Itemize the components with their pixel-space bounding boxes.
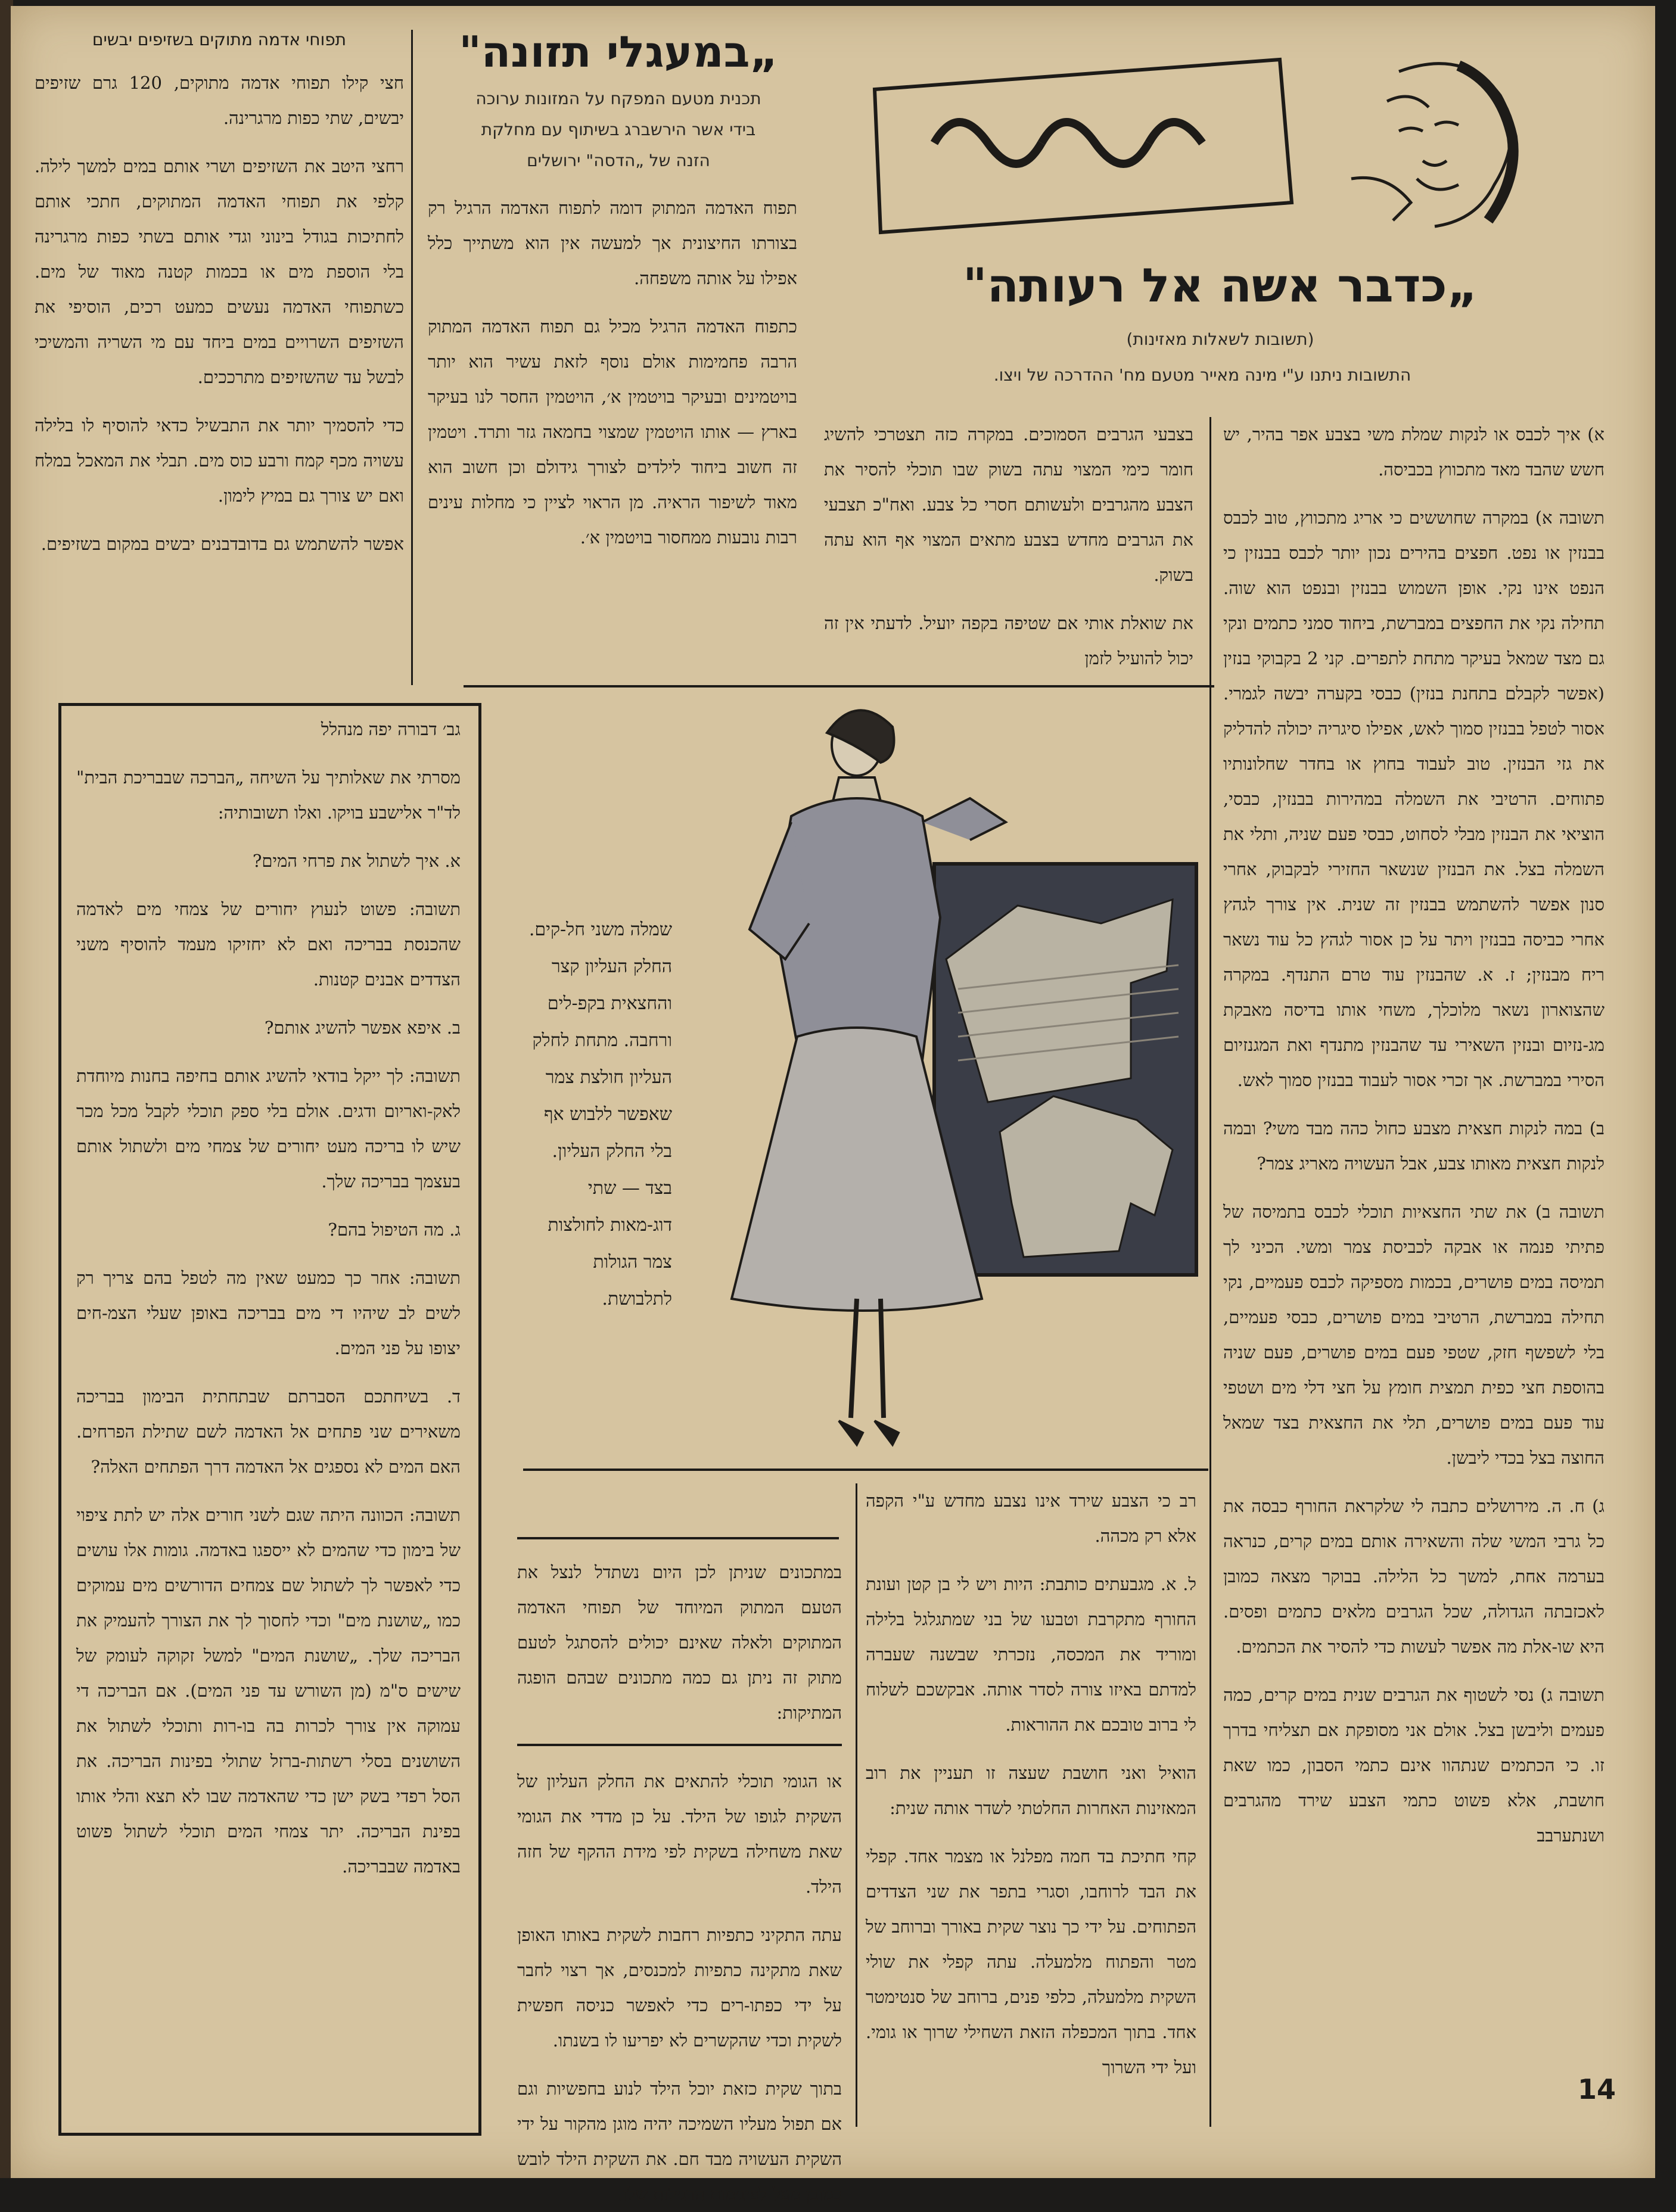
corner-main-title: „כדבר אשה אל רעותה" xyxy=(963,259,1478,313)
right-paragraph: תשובה ב) את שתי החצאיות תוכלי לכבס בתמיסה של פתיתי פנמה או אבקה לכביסת צמר ומשי. הכיני לך תמיסה במים פושרים, בכמות מספיקה לכבס פעמיים, נקי תחילה במברשת, הרטיבי במים פושרים, כבסי פעמיים, בלי לשפשף חזק, שטפי פעם במים פושרים, פעם שניה בהוספת חצי כפית תמצית חומץ על חצי דלי מים ושטפי עוד פעם במים פושרים, תלי את החצאית בצד שמאל החוצה בצל בכדי ליבשן. xyxy=(1223,1202,1605,1468)
bottom-mid-paragraph: ל. א. מגבעתים כותבת: היות ויש לי בן קטן ועונת החורף מתקרבת וטבעו של בני שמתגלגל בלילה ומוריד את המכסה, נזכרתי שבשנה שעברה למדתם באיזו צורה לסדר אותה. אבקשכם לשלוח לי ברוב טובכם את ההוראות. xyxy=(866,1574,1196,1735)
column-rule xyxy=(411,30,413,685)
middle-paragraph: בצבעי הגרבים הסמוכים. במקרה כזה תצטרכי להשיג חומר כימי המצוי עתה בשוק שבו תוכלי להסיר את הצבע מהגרבים ולעשותם חסרי כל צבע. ואח"כ תצבעי את הגרבים מחדש בצבע מתאים המצוי אף הוא עתה בשוק. xyxy=(824,424,1193,585)
garden-intro: מסרתי את שאלותיך על השיחה „הברכה שבבריכת הבית" לד"ר אלישבע בויקו. ואלו תשובותיה: xyxy=(76,767,461,823)
fashion-caption: שמלה משני חל-קים. החלק העליון קצר והחצאית בקפ-לים ורחבה. מתחת לחלק העליון חולצת צמר שאפשר ללבוש אף בלי החלק העליון. בצד — שתי דוג-מאות לחולצות צמר הגולות לתלבושת. xyxy=(528,919,672,1309)
far-left-paragraph: אפשר להשתמש גם בדובדבנים יבשים במקום בשזיפים. xyxy=(41,534,404,554)
far-left-title: תפוחי אדמה מתוקים בשזיפים יבשים xyxy=(92,30,347,49)
middle-top-column xyxy=(824,417,1193,679)
right-paragraph: תשובה ג) נסי לשטוף את הגרבים שנית במים קרים, כמה פעמים וליבשן בצל. אולם אני מסופקת אם תצליחי בדרך זו. כי הכתמים שנתהוו אינם כתמי הסבון, כמו שאת חושבת, אלא פשוט כתמי הצבע שירד מהגרבים ושנתערבב xyxy=(1223,1685,1605,1846)
bottom-mid-paragraph: רב כי הצבע שירד אינו נצבע מחדש ע"י הקפה אלא רק מכהה. xyxy=(866,1491,1196,1546)
right-paragraph: א) איך לכבס או לנקות שמלת משי בצבע אפר בהיר, יש חשש שהבד מאד מתכווץ בכביסה. xyxy=(1223,424,1605,480)
bottom-mid-paragraph: קחי חתיכת בד חמה מפלנל או מצמר אחד. קפלי את הבד לרוחבו, וסגרי בתפר את שני הצדדים הפתוחים. על ידי כך נוצר שקית באורך וברוחב של מטר והפתוח מלמעלה. עתה קפלי את שולי השקית מלמעלה, כלפי פנים, ברוחב של סנטימטר אחד. בתוך המכפלה הזאת השחילי שרוך או גומי. ועל ידי השרוך xyxy=(866,1846,1196,2077)
recipe-column xyxy=(428,191,797,679)
garden-answer: תשובה: הכוונה היתה שגם לשני חורים אלה יש לתת ציפוי של בימון כדי שהמים לא ייספגו באדמה. גומות אלו עושים כדי לאפשר לך לשתול שם צמחים הדורשים מים עמוקים כמו „שושנת מים" וכדי לחסוך לך את הצורך להעמיק את הבריכה שלך. „שושנת המים" למשל זקוקה לעומק של שישים ס"מ (מן השורש עד פני המים). אם הבריכה די עמוקה אין צורך לכרות בה בו-רות ותוכלי לשתול את השושנים בסלי רשתות-ברזל שתולי בפינות הבריכה. את הסל רפדי בשק ישן כדי שהאדמה שבו לא תצא והלי אותו בפינת הבריכה. יתר צמחי המים תוכלי לשתול פשוט באדמה שבבריכה. xyxy=(76,1505,461,1877)
garden-question: ד. בשיחתכם הסברתם שבתחתית הבימון בבריכה משאירים שני פתחים אל האדמה לשם שתילת הפרחים. האם המים לא נספגים אל האדמה דרך הפתחים האלה? xyxy=(76,1386,461,1477)
fashion-drawing xyxy=(678,703,1202,1460)
recipe-title: „במעגלי תזונה" xyxy=(459,27,778,77)
far-left-paragraph: רחצי היטב את השזיפים ושרי אותם במים למשך לילה. קלפי את תפוחי האדמה המתוקים, חתכי אותם לחתיכות בגודל בינוני וגדי אותם בשתי כפות מרגרינה בלי הוספת מים או בכמות קטנה מאוד של מים. כשתפוחי האדמה נעשים כמעט רכים, הוסיפי את השזיפים השרויים במים ביחד עם מי השריה והמשיכי לבשל עד שהשזיפים מתרככים. xyxy=(35,156,404,387)
section-rule xyxy=(517,1537,839,1539)
bottom-mid2-paragraph: בתוך שקית כזאת יוכל הילד לנוע בחפשיות וגם אם תפול מעליו השמיכה יהיה מוגן מהקור על ידי השקית העשויה מבד חם. את השקית הילד לובש כמובן מעל לפיג׳מות הרגילות שלו. xyxy=(517,2079,842,2204)
right-paragraph: ב) במה לנקות חצאית מצבע כחול כהה מבד משי? ובמה לנקות חצאית מאותו צבע, אבל העשויה מאריג צמר? xyxy=(1223,1118,1605,1174)
corner-title xyxy=(916,107,1250,166)
far-left-paragraph: כדי להסמיך יותר את התבשיל כדאי להוסיף לו בלילה עשויה מכף קמח ורבע כוס מים. תבלי את המאכל במלח ואם יש צורך גם במיץ לימון. xyxy=(35,415,404,506)
corner-credit: התשובות ניתנו ע"י מינה מאייר מטעם מח' ההדרכה של ויצו. xyxy=(993,365,1411,385)
bottom-mid2-paragraph: או הגומי תוכלי להתאים את החלק העליון של השקית לגופו של הילד. על כן מדדי את הגומי שאת משחילה בשקית לפי מידת ההקף של חזה הילד. xyxy=(517,1771,842,1897)
garden-question: א. איך לשתול את פרחי המים? xyxy=(252,851,461,871)
right-column xyxy=(1223,417,1605,2127)
page-number: 14 xyxy=(1578,2073,1616,2105)
garden-answer: תשובה: אחר כך כמעט שאין מה לטפל בהם צריך רק לשים לב שיהיו די מים בבריכה באופן שעלי הצמ-חים יצופו על פני המים. xyxy=(76,1268,461,1358)
bottom-mid2-paragraph: במתכונים שניתן לכן היום נשתדל לנצל את הטעם המתוק המיוחד של תפוחי האדמה המתוקים ולאלה שאינם יכולים להסתגל לטעם מתוק זה ניתן גם כמה מתכונים שבהם הופגה המתיקות: xyxy=(517,1562,842,1723)
column-rule xyxy=(856,1483,857,2127)
bottom-mid2-paragraph: עתה התקיני כתפיות רחבות לשקית באותו האופן שאת מתקינה כתפיות למכנסים, אך רצוי לחבר על ידי כפתו-רים כדי לאפשר כניסה חפשית לשקית וכדי שהקשרים לא יפריעו לו בשנתו. xyxy=(517,1925,842,2051)
section-rule xyxy=(523,1469,1208,1471)
right-paragraph: תשובה א) במקרה שחוששים כי אריג מתכווץ, טוב לכבס בבנזין או נפט. חפצים בהירים נכון יותר לכבס בבנזין כי הנפט אינו נקי. אופן השמוש בבנזין ובנפט הוא שוה. תחילה נקי את החפצים במברשת, ביחוד סמני כתמים ונקי גם מצד שמאל בעיקר מתחת לתפרים. קני 2 בקבוקי בנזין (אפשר לקבלם בתחנת בנזין) כבסי בקערה יבשה לגמרי. אסור לטפל בבנזין סמוך לאש, אפילו סיגריה יכולה להדליק את גזי הבנזין. טוב לעבוד בחוץ או בחדר שחלונותיו פתוחים. הרטיבי את השמלה במהירות בבנזין, כבסי, הוציאי את הבנזין מבלי לסחוט, כבסי פעם שניה, ותלי את השמלה בצל. את הבנזין שנשאר החזירי לבקבוק, אחרי סנון אפשר להשתמש בבנזין זה שנית. אין צורך לגהץ אחרי כביסה בבנזין ויתר על כן אסור לגהץ כל עוד נשאר ריח מבנזין; ז. א. שהבנזין עוד טרם התנדף. במקרה שהצוארון נשאר מלוכלך, משחי אותו בדיסה מאבקת מג-נזיום ובנזין השאירי עד שהבנזין מתנדף ואת המגנזיום הסירי במברשת. אך זכרי אסור לעבוד בבנזין סמוך לאש. xyxy=(1223,508,1605,1090)
magazine-page xyxy=(11,6,1655,2204)
recipe-subtitle-line: בידי אשר הירשברג בשיתוף עם מחלקת xyxy=(481,120,756,139)
garden-question: ב. איפא אפשר להשיג אותם? xyxy=(264,1018,461,1038)
section-rule xyxy=(464,685,1214,687)
garden-header: גב׳ דבורה יפה מנהלל xyxy=(321,719,461,739)
woman-portrait-icon xyxy=(1351,64,1513,226)
recipe-subtitle-line: הזנה של „הדסה" ירושלים xyxy=(527,151,710,170)
far-left-column xyxy=(35,66,404,679)
bottom-mid-paragraph: הואיל ואני חושבת שעצה זו תעניין את רוב המאזינות האחרות החלטתי לשדר אותה שנית: xyxy=(866,1763,1196,1818)
garden-answer: תשובה: פשוט לנעוץ יחורים של צמחי מים לאדמה שהכנסת בבריכה ואם לא יחזיקו מעמד להוסיף משני הצדדים אבנים קטנות. xyxy=(76,899,461,990)
garden-qa-box xyxy=(58,703,481,2136)
garden-qa-content xyxy=(76,712,461,2124)
far-left-paragraph: חצי קילו תפוחי אדמה מתוקים, 120 גרם שזיפים יבשים, שתי כפות מרגרינה. xyxy=(35,73,404,128)
section-rule xyxy=(517,1744,842,1746)
corner-subtitle: (תשובות לשאלות מאזינות) xyxy=(1126,329,1314,349)
bottom-mid2-column xyxy=(517,1555,842,2204)
recipe-subtitle xyxy=(428,83,809,176)
recipe-paragraph: תפוח האדמה המתוק דומה לתפוח האדמה הרגיל רק בצורתו החיצונית אך למעשה אין הוא משתייך כלל אפילו על אותה משפחה. xyxy=(428,198,797,288)
garden-question: ג. מה הטיפול בהם? xyxy=(328,1219,461,1240)
fashion-illustration xyxy=(678,703,1202,1460)
corner-logo xyxy=(863,54,1548,250)
right-paragraph: ג) ח. ה. מירושלים כתבה לי שלקראת החורף כבסה את כל גרבי המשי שלה והשאירה אותם במים קרים, כנראה בערמה אחת, למשך כל הלילה. בבוקר מצאה כמובן לאכזבתה הגדולה, שכל הגרבים מלאים כתמים ופסים. היא שו-אלת מה אפשר לעשות כדי להסיר את הכתמים. xyxy=(1223,1496,1605,1657)
bottom-mid-column xyxy=(866,1483,1196,2127)
recipe-paragraph: כתפוח האדמה הרגיל מכיל גם תפוח האדמה המתוק הרבה פחמימות אולם נוסף לזאת עשיר הוא יותר בויטמינים ובעיקר בויטמין א׳, הויטמין החסר לנו בעיקר בארץ — אותו הויטמין שמצוי בחמאה גזר ותרד. ויטמין זה חשוב ביחוד לילדים לצורך גידולם וכן חשוב הוא מאוד לשיפור הראיה. מן הראוי לציין כי מחלות עינים רבות נובעות ממחסור בויטמין א׳. xyxy=(428,316,797,547)
garden-answer: תשובה: לך ייקל בודאי להשיג אותם בחיפה בחנות מיוחדת לאק-ואריום ודגים. אולם בלי ספק תוכלי לקבל מכל מכר שיש לו בריכה מעט יחורים של צמחי מים ולשתול אותם בעצמך בבריכה שלך. xyxy=(76,1066,461,1191)
recipe-subtitle-line: תכנית מטעם המפקח על המזונות ערוכה xyxy=(475,89,761,108)
middle-paragraph: את שואלת אותי אם שטיפה בקפה יועיל. לדעתי אין זה יכול להועיל לזמן xyxy=(824,613,1193,668)
column-rule xyxy=(1209,417,1211,2127)
